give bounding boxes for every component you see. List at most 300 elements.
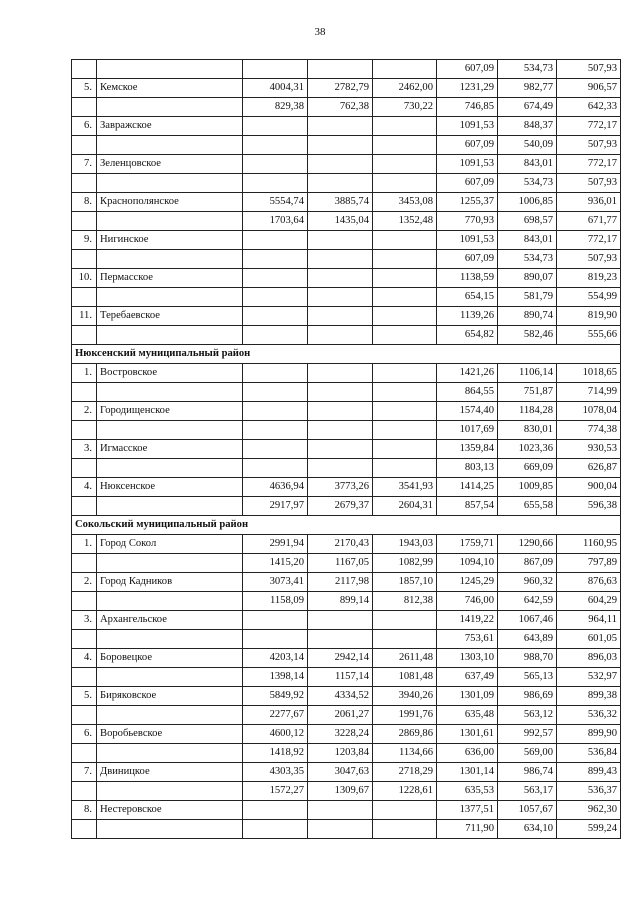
value-cell [308, 117, 373, 136]
value-cell: 1091,53 [437, 231, 498, 250]
value-cell: 581,79 [498, 288, 557, 307]
value-cell: 599,24 [557, 820, 621, 839]
value-cell: 1398,14 [243, 668, 308, 687]
row-number [72, 421, 97, 440]
value-cell: 1759,71 [437, 535, 498, 554]
value-cell: 2604,31 [373, 497, 437, 516]
value-cell: 3940,26 [373, 687, 437, 706]
value-cell [373, 611, 437, 630]
row-number [72, 459, 97, 478]
row-number: 2. [72, 573, 97, 592]
value-cell: 843,01 [498, 155, 557, 174]
settlement-name: Завражское [97, 117, 243, 136]
value-cell [243, 250, 308, 269]
table-row [72, 193, 621, 212]
settlement-name: Город Кадников [97, 573, 243, 592]
value-cell: 1245,29 [437, 573, 498, 592]
value-cell [243, 136, 308, 155]
value-cell [373, 136, 437, 155]
value-cell: 636,00 [437, 744, 498, 763]
settlement-name [97, 326, 243, 345]
value-cell: 4004,31 [243, 79, 308, 98]
table-row [72, 782, 621, 801]
value-cell: 1231,29 [437, 79, 498, 98]
value-cell: 507,93 [557, 174, 621, 193]
value-cell [308, 611, 373, 630]
district-name: Нюксенский муниципальный район [72, 345, 621, 364]
value-cell: 563,12 [498, 706, 557, 725]
value-cell: 829,38 [243, 98, 308, 117]
settlement-name [97, 288, 243, 307]
value-cell [308, 269, 373, 288]
value-cell: 986,69 [498, 687, 557, 706]
row-number [72, 136, 97, 155]
row-number [72, 744, 97, 763]
value-cell: 992,57 [498, 725, 557, 744]
value-cell: 711,90 [437, 820, 498, 839]
value-cell: 654,15 [437, 288, 498, 307]
district-header-row [72, 345, 621, 364]
value-cell: 3047,63 [308, 763, 373, 782]
value-cell [373, 307, 437, 326]
settlement-name [97, 592, 243, 611]
value-cell: 2462,00 [373, 79, 437, 98]
value-cell [243, 174, 308, 193]
value-cell [308, 402, 373, 421]
value-cell: 2991,94 [243, 535, 308, 554]
row-number [72, 288, 97, 307]
settlement-name [97, 459, 243, 478]
value-cell: 730,22 [373, 98, 437, 117]
value-cell [243, 611, 308, 630]
row-number [72, 592, 97, 611]
value-cell: 1106,14 [498, 364, 557, 383]
value-cell: 899,38 [557, 687, 621, 706]
row-number [72, 706, 97, 725]
value-cell: 1415,20 [243, 554, 308, 573]
value-cell: 1572,27 [243, 782, 308, 801]
table-row [72, 535, 621, 554]
value-cell: 1203,84 [308, 744, 373, 763]
table-row [72, 155, 621, 174]
value-cell: 1023,36 [498, 440, 557, 459]
row-number: 1. [72, 535, 97, 554]
value-cell: 746,85 [437, 98, 498, 117]
value-cell: 554,99 [557, 288, 621, 307]
value-cell: 582,46 [498, 326, 557, 345]
value-cell: 1078,04 [557, 402, 621, 421]
row-number: 7. [72, 155, 97, 174]
value-cell [308, 326, 373, 345]
value-cell: 899,14 [308, 592, 373, 611]
value-cell: 507,93 [557, 60, 621, 79]
value-cell [373, 383, 437, 402]
value-cell: 2917,97 [243, 497, 308, 516]
value-cell: 4334,52 [308, 687, 373, 706]
table-row [72, 174, 621, 193]
value-cell: 819,90 [557, 307, 621, 326]
row-number: 11. [72, 307, 97, 326]
value-cell: 671,77 [557, 212, 621, 231]
row-number: 3. [72, 440, 97, 459]
value-cell: 819,23 [557, 269, 621, 288]
row-number [72, 820, 97, 839]
value-cell: 772,17 [557, 231, 621, 250]
table-row [72, 611, 621, 630]
table-row [72, 364, 621, 383]
value-cell: 3228,24 [308, 725, 373, 744]
value-cell: 1435,04 [308, 212, 373, 231]
value-cell: 1943,03 [373, 535, 437, 554]
value-cell: 5554,74 [243, 193, 308, 212]
value-cell: 2679,37 [308, 497, 373, 516]
table-row [72, 687, 621, 706]
value-cell: 669,09 [498, 459, 557, 478]
value-cell [373, 326, 437, 345]
value-cell: 2611,48 [373, 649, 437, 668]
value-cell: 534,73 [498, 250, 557, 269]
table-row [72, 573, 621, 592]
value-cell: 532,97 [557, 668, 621, 687]
settlement-name: Нюксенское [97, 478, 243, 497]
value-cell [308, 364, 373, 383]
table-row [72, 497, 621, 516]
value-cell: 5849,92 [243, 687, 308, 706]
district-header-row [72, 516, 621, 535]
value-cell: 797,89 [557, 554, 621, 573]
table-row [72, 706, 621, 725]
value-cell [373, 364, 437, 383]
row-number [72, 554, 97, 573]
value-cell [308, 801, 373, 820]
value-cell [243, 801, 308, 820]
value-cell: 626,87 [557, 459, 621, 478]
value-cell [243, 155, 308, 174]
value-cell: 1359,84 [437, 440, 498, 459]
row-number: 8. [72, 801, 97, 820]
row-number [72, 98, 97, 117]
value-cell: 1301,09 [437, 687, 498, 706]
value-cell: 1184,28 [498, 402, 557, 421]
row-number: 9. [72, 231, 97, 250]
settlement-name [97, 136, 243, 155]
value-cell: 642,59 [498, 592, 557, 611]
table-row [72, 744, 621, 763]
value-cell: 864,55 [437, 383, 498, 402]
value-cell: 1009,85 [498, 478, 557, 497]
table-row [72, 79, 621, 98]
value-cell: 3885,74 [308, 193, 373, 212]
value-cell: 1094,10 [437, 554, 498, 573]
settlement-name [97, 212, 243, 231]
settlement-name: Нестеровское [97, 801, 243, 820]
value-cell: 930,53 [557, 440, 621, 459]
settlement-name [97, 250, 243, 269]
value-cell: 1167,05 [308, 554, 373, 573]
value-cell: 1158,09 [243, 592, 308, 611]
value-cell: 982,77 [498, 79, 557, 98]
value-cell: 1301,61 [437, 725, 498, 744]
value-cell: 4303,35 [243, 763, 308, 782]
value-cell [308, 630, 373, 649]
settlement-name [97, 706, 243, 725]
settlement-name [97, 497, 243, 516]
value-cell [243, 117, 308, 136]
value-cell: 507,93 [557, 136, 621, 155]
value-cell [308, 136, 373, 155]
value-cell: 642,33 [557, 98, 621, 117]
table-row [72, 668, 621, 687]
value-cell [308, 440, 373, 459]
value-cell: 2117,98 [308, 573, 373, 592]
settlement-name: Теребаевское [97, 307, 243, 326]
value-cell: 1006,85 [498, 193, 557, 212]
row-number [72, 383, 97, 402]
value-cell: 1091,53 [437, 155, 498, 174]
value-cell [373, 288, 437, 307]
settlement-name: Биряковское [97, 687, 243, 706]
value-cell: 986,74 [498, 763, 557, 782]
value-cell: 655,58 [498, 497, 557, 516]
value-cell: 507,93 [557, 250, 621, 269]
table-row [72, 402, 621, 421]
value-cell: 1309,67 [308, 782, 373, 801]
value-cell [243, 459, 308, 478]
row-number [72, 782, 97, 801]
value-cell: 900,04 [557, 478, 621, 497]
value-cell [243, 630, 308, 649]
value-cell [308, 820, 373, 839]
table-row [72, 459, 621, 478]
value-cell [243, 269, 308, 288]
row-number: 5. [72, 687, 97, 706]
value-cell: 876,63 [557, 573, 621, 592]
value-cell: 753,61 [437, 630, 498, 649]
table-row [72, 117, 621, 136]
table-row [72, 440, 621, 459]
value-cell [243, 402, 308, 421]
value-cell: 3073,41 [243, 573, 308, 592]
value-cell: 540,09 [498, 136, 557, 155]
settlement-name: Боровецкое [97, 649, 243, 668]
value-cell: 2061,27 [308, 706, 373, 725]
value-cell: 536,84 [557, 744, 621, 763]
value-cell: 1574,40 [437, 402, 498, 421]
value-cell: 555,66 [557, 326, 621, 345]
row-number: 7. [72, 763, 97, 782]
value-cell: 1418,92 [243, 744, 308, 763]
value-cell: 812,38 [373, 592, 437, 611]
value-cell: 534,73 [498, 60, 557, 79]
value-cell: 1352,48 [373, 212, 437, 231]
value-cell: 2718,29 [373, 763, 437, 782]
settlement-name: Городищенское [97, 402, 243, 421]
value-cell: 1138,59 [437, 269, 498, 288]
value-cell: 890,74 [498, 307, 557, 326]
value-cell: 654,82 [437, 326, 498, 345]
value-cell: 848,37 [498, 117, 557, 136]
value-cell: 637,49 [437, 668, 498, 687]
value-cell: 1082,99 [373, 554, 437, 573]
value-cell: 867,09 [498, 554, 557, 573]
value-cell [373, 421, 437, 440]
value-cell [373, 630, 437, 649]
table-row [72, 60, 621, 79]
value-cell: 1703,64 [243, 212, 308, 231]
value-cell [373, 801, 437, 820]
settlement-name [97, 630, 243, 649]
value-cell: 4636,94 [243, 478, 308, 497]
table-row [72, 212, 621, 231]
value-cell: 1081,48 [373, 668, 437, 687]
value-cell: 1290,66 [498, 535, 557, 554]
value-cell [308, 174, 373, 193]
value-cell: 1091,53 [437, 117, 498, 136]
settlement-name: Двиницкое [97, 763, 243, 782]
value-cell [308, 421, 373, 440]
settlement-name: Востровское [97, 364, 243, 383]
table-row [72, 307, 621, 326]
value-cell: 906,57 [557, 79, 621, 98]
value-cell [373, 155, 437, 174]
row-number: 4. [72, 649, 97, 668]
value-cell: 604,29 [557, 592, 621, 611]
value-cell: 1857,10 [373, 573, 437, 592]
row-number [72, 60, 97, 79]
value-cell: 1414,25 [437, 478, 498, 497]
value-cell: 1377,51 [437, 801, 498, 820]
settlement-name: Пермасское [97, 269, 243, 288]
settlement-name: Нигинское [97, 231, 243, 250]
value-cell [373, 250, 437, 269]
value-cell: 774,38 [557, 421, 621, 440]
value-cell [373, 174, 437, 193]
value-cell: 751,87 [498, 383, 557, 402]
value-cell: 890,07 [498, 269, 557, 288]
settlement-name [97, 820, 243, 839]
value-cell: 962,30 [557, 801, 621, 820]
value-cell: 857,54 [437, 497, 498, 516]
table-row [72, 592, 621, 611]
value-cell: 2277,67 [243, 706, 308, 725]
row-number [72, 497, 97, 516]
value-cell: 772,17 [557, 117, 621, 136]
value-cell: 964,11 [557, 611, 621, 630]
value-cell [243, 364, 308, 383]
value-cell: 746,00 [437, 592, 498, 611]
table-row [72, 820, 621, 839]
row-number [72, 630, 97, 649]
value-cell [243, 60, 308, 79]
settlement-name: Краснополянское [97, 193, 243, 212]
value-cell [308, 307, 373, 326]
value-cell: 2782,79 [308, 79, 373, 98]
settlement-name [97, 782, 243, 801]
value-cell: 772,17 [557, 155, 621, 174]
table-row [72, 630, 621, 649]
settlement-name [97, 421, 243, 440]
row-number: 2. [72, 402, 97, 421]
value-cell [243, 383, 308, 402]
table-row [72, 801, 621, 820]
table-row [72, 763, 621, 782]
value-cell: 607,09 [437, 136, 498, 155]
settlement-name: Игмасское [97, 440, 243, 459]
settlement-name: Воробьевское [97, 725, 243, 744]
table-row [72, 554, 621, 573]
row-number: 10. [72, 269, 97, 288]
table-row [72, 288, 621, 307]
value-cell [373, 402, 437, 421]
value-cell: 1018,65 [557, 364, 621, 383]
table-row [72, 725, 621, 744]
value-cell: 634,10 [498, 820, 557, 839]
settlement-name [97, 383, 243, 402]
value-cell [243, 307, 308, 326]
value-cell: 596,38 [557, 497, 621, 516]
page-number: 38 [314, 26, 326, 38]
value-cell [373, 440, 437, 459]
table-body [72, 60, 621, 839]
table-row [72, 649, 621, 668]
table-row [72, 326, 621, 345]
table-row [72, 231, 621, 250]
value-cell: 569,00 [498, 744, 557, 763]
value-cell [308, 60, 373, 79]
value-cell: 3541,93 [373, 478, 437, 497]
row-number [72, 326, 97, 345]
value-cell: 607,09 [437, 60, 498, 79]
value-cell: 2170,43 [308, 535, 373, 554]
value-cell: 698,57 [498, 212, 557, 231]
value-cell: 536,32 [557, 706, 621, 725]
value-cell: 770,93 [437, 212, 498, 231]
value-cell: 635,48 [437, 706, 498, 725]
row-number [72, 668, 97, 687]
value-cell [243, 820, 308, 839]
value-cell [308, 155, 373, 174]
settlement-name [97, 554, 243, 573]
value-cell [243, 440, 308, 459]
value-cell: 896,03 [557, 649, 621, 668]
value-cell: 2942,14 [308, 649, 373, 668]
row-number: 5. [72, 79, 97, 98]
value-cell: 988,70 [498, 649, 557, 668]
value-cell: 601,05 [557, 630, 621, 649]
value-cell: 1057,67 [498, 801, 557, 820]
settlement-name [97, 668, 243, 687]
value-cell: 1421,26 [437, 364, 498, 383]
row-number: 4. [72, 478, 97, 497]
table-row [72, 136, 621, 155]
value-cell [373, 231, 437, 250]
value-cell: 1991,76 [373, 706, 437, 725]
row-number: 8. [72, 193, 97, 212]
value-cell: 536,37 [557, 782, 621, 801]
value-cell [373, 269, 437, 288]
value-cell: 830,01 [498, 421, 557, 440]
settlement-name: Архангельское [97, 611, 243, 630]
value-cell [373, 117, 437, 136]
value-cell [308, 250, 373, 269]
row-number [72, 212, 97, 231]
value-cell: 674,49 [498, 98, 557, 117]
table-row [72, 421, 621, 440]
value-cell: 534,73 [498, 174, 557, 193]
value-cell: 960,32 [498, 573, 557, 592]
value-cell: 3773,26 [308, 478, 373, 497]
value-cell [308, 459, 373, 478]
